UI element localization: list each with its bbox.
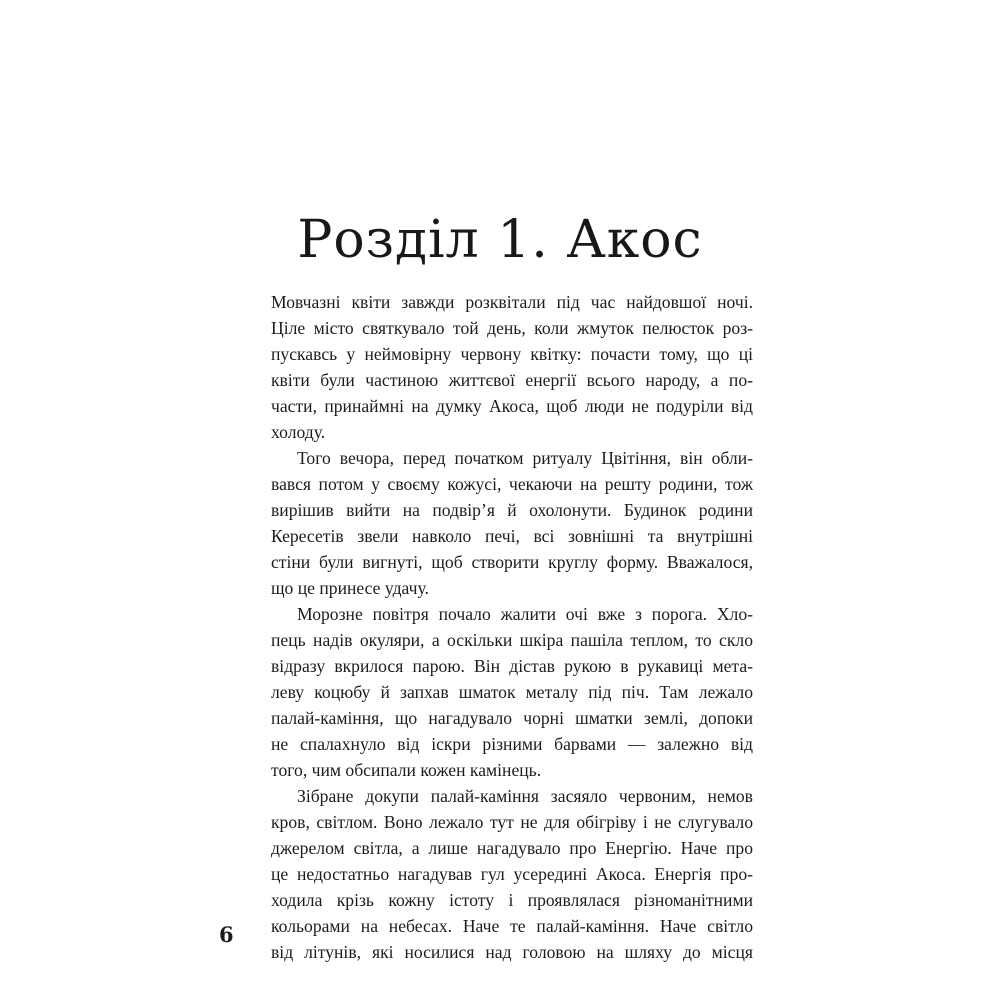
text-line: пускавсь у неймовірну червону квітку: почасти тому, що ці bbox=[271, 344, 753, 364]
text-line: відразу вкрилося парою. Він дістав рукою в рукавиці мета- bbox=[271, 656, 753, 676]
text-line: це недостатньо нагадував гул усередині Акоса. Енергія про- bbox=[271, 864, 753, 884]
text-line: Мовчазні квіти завжди розквітали під час найдовшої ночі. bbox=[271, 292, 753, 312]
text-line: Зібране докупи палай-каміння засяяло червоним, немов bbox=[297, 786, 753, 806]
text-line: кольорами на небесах. Наче те палай-каміння. Наче світло bbox=[271, 916, 753, 936]
text-line: Кересетів звели навколо печі, всі зовнішні та внутрішні bbox=[271, 526, 753, 546]
text-line: кров, світлом. Воно лежало тут не для обігріву і не слугувало bbox=[271, 812, 753, 832]
text-line: від літунів, які носилися над головою на шляху до місця bbox=[271, 942, 753, 962]
chapter-title: Розділ 1. Акос bbox=[297, 210, 703, 270]
text-line: джерелом світла, а лише нагадувало про Енергію. Наче про bbox=[271, 838, 753, 858]
body-text bbox=[271, 289, 753, 965]
text-line: вирішив вийти на подвір’я й охолонути. Будинок родини bbox=[271, 500, 753, 520]
text-line: палай-каміння, що нагадувало чорні шматки землі, допоки bbox=[271, 708, 753, 728]
text-line: вався потом у своєму кожусі, чекаючи на решту родини, тож bbox=[271, 474, 753, 494]
text-line: части, принаймні на думку Акоса, щоб люди не подуріли від bbox=[271, 396, 753, 416]
text-line: холоду. bbox=[271, 422, 326, 442]
text-line: не спалахнуло від іскри різними барвами — залежно від bbox=[271, 734, 753, 754]
text-line: ходила крізь кожну істоту і проявлялася різноманітними bbox=[271, 890, 753, 910]
text-line: Того вечора, перед початком ритуалу Цвітіння, він обли- bbox=[297, 448, 753, 468]
text-line: квіти були частиною життєвої енергії всього народу, а по- bbox=[271, 370, 753, 390]
page-number: 6 bbox=[219, 922, 234, 947]
text-line: що це принесе удачу. bbox=[271, 578, 429, 598]
text-line: стіни були вигнуті, щоб створити круглу форму. Вважалося, bbox=[271, 552, 753, 572]
text-line: Морозне повітря почало жалити очі вже з порога. Хло- bbox=[297, 604, 753, 624]
text-line: пець надів окуляри, а оскільки шкіра пашіла теплом, то скло bbox=[271, 630, 753, 650]
text-line: Ціле місто святкувало той день, коли жмуток пелюсток роз- bbox=[271, 318, 753, 338]
text-line: того, чим обсипали кожен камінець. bbox=[271, 760, 542, 780]
text-line: леву коцюбу й запхав шматок металу під піч. Там лежало bbox=[271, 682, 753, 702]
